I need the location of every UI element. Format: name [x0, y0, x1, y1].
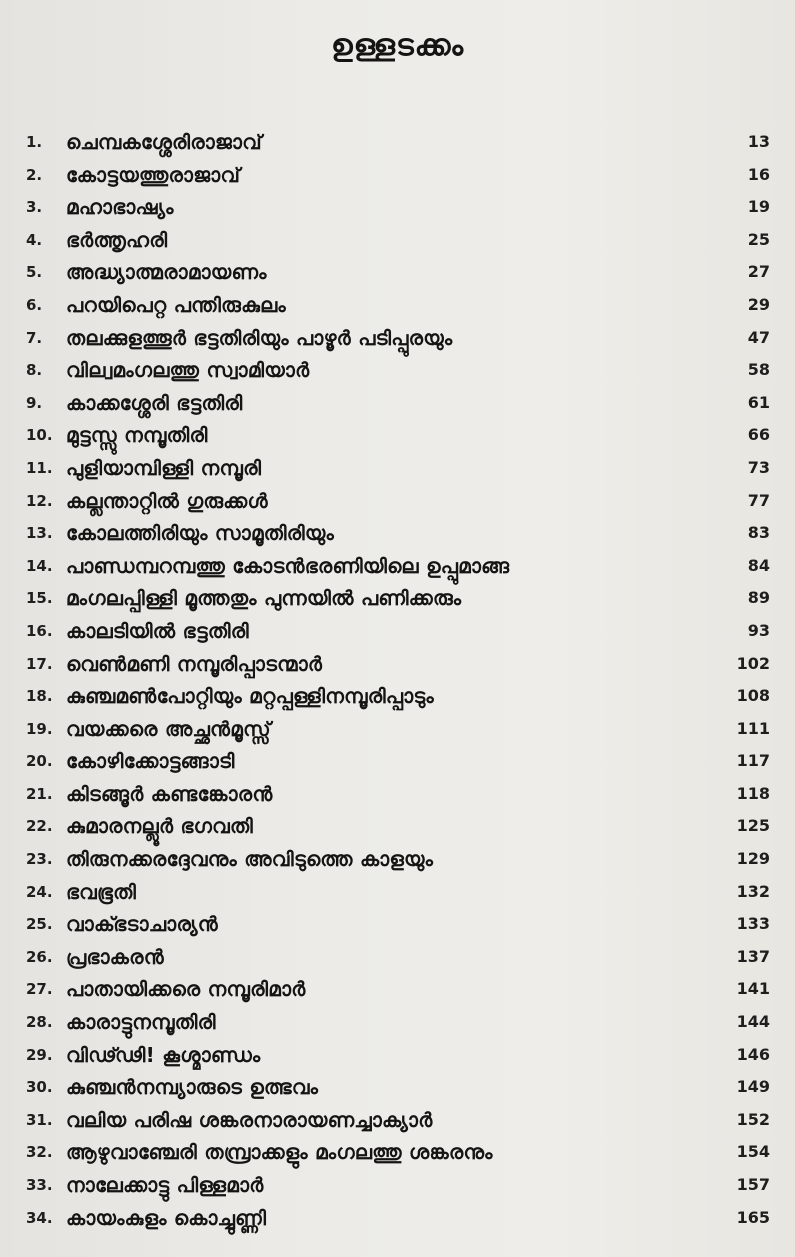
entry-page-number: 149	[736, 1077, 770, 1097]
entry-page-number: 125	[736, 816, 770, 836]
entry-title: മംഗലപ്പിള്ളി മൂത്തതും പുന്നയിൽ പണിക്കരും	[66, 586, 462, 611]
entry-title: കുഞ്ചൻനമ്പ്യാരുടെ ഉത്ഭവം	[66, 1075, 319, 1100]
entry-page-number: 165	[736, 1207, 770, 1227]
entry-page-number: 144	[736, 1012, 770, 1032]
entry-number: 27.	[26, 980, 53, 999]
toc-entry	[26, 876, 770, 909]
entry-page-number: 118	[736, 783, 770, 803]
toc-entry	[26, 680, 770, 713]
entry-title: തിരുനക്കരദ്ദേവനും അവിടുത്തെ കാളയും	[66, 847, 434, 872]
entry-page-number: 141	[736, 979, 770, 999]
table-of-contents	[26, 126, 770, 1234]
toc-entry	[26, 778, 770, 811]
toc-entry	[26, 1202, 770, 1235]
entry-title: പാതായിക്കരെ നമ്പൂരിമാർ	[66, 977, 306, 1002]
entry-number: 30.	[26, 1078, 53, 1097]
toc-entry	[26, 1006, 770, 1039]
entry-title: കുമാരനല്ലൂർ ഭഗവതി	[66, 814, 253, 839]
toc-entry	[26, 256, 770, 289]
entry-number: 19.	[26, 719, 53, 738]
entry-number: 7.	[26, 328, 43, 347]
entry-number: 33.	[26, 1176, 53, 1194]
entry-number: 6.	[26, 295, 43, 314]
entry-title: കോലത്തിരിയും സാമൂതിരിയും	[66, 521, 335, 546]
entry-number: 23.	[26, 850, 53, 869]
toc-entry	[26, 1169, 770, 1202]
entry-number: 32.	[26, 1143, 53, 1162]
entry-page-number: 157	[736, 1175, 770, 1194]
entry-title: പ്രഭാകരൻ	[66, 944, 164, 969]
entry-page-number: 146	[736, 1044, 770, 1064]
toc-entry	[26, 191, 770, 224]
toc-entry	[26, 1071, 770, 1104]
entry-page-number: 19	[747, 197, 770, 217]
entry-title: മുട്ടസ്സു നമ്പൂതിരി	[66, 423, 208, 448]
entry-number: 16.	[26, 621, 53, 640]
entry-page-number: 152	[736, 1109, 770, 1129]
entry-number: 4.	[26, 230, 43, 249]
entry-number: 18.	[26, 687, 53, 706]
entry-number: 24.	[26, 882, 53, 901]
entry-title: പുളിയാമ്പിള്ളി നമ്പൂരി	[66, 455, 262, 480]
entry-page-number: 25	[747, 229, 770, 249]
entry-title: കോഴിക്കോട്ടങ്ങാടി	[66, 749, 235, 774]
entry-page-number: 117	[736, 751, 770, 771]
entry-number: 3.	[26, 198, 43, 217]
entry-title: നാലേക്കാട്ടു പിള്ളമാർ	[66, 1173, 264, 1197]
entry-number: 25.	[26, 915, 53, 934]
entry-title: പാണ്ഡമ്പറമ്പത്തു കോടൻഭരണിയിലെ ഉപ്പുമാങ്ങ	[66, 553, 510, 578]
toc-entry	[26, 452, 770, 485]
toc-entry	[26, 289, 770, 322]
entry-title: കുഞ്ചമൺപോറ്റിയും മറ്റപ്പള്ളിനമ്പൂരിപ്പാടും	[66, 684, 434, 709]
toc-entry	[26, 354, 770, 387]
entry-page-number: 102	[736, 653, 770, 673]
toc-entry	[26, 322, 770, 355]
entry-page-number: 66	[747, 425, 770, 445]
toc-entry	[26, 908, 770, 941]
entry-page-number: 13	[747, 132, 770, 151]
entry-title: കായംകുളം കൊച്ചുണ്ണി	[66, 1205, 267, 1230]
entry-title: കല്ലന്താറ്റിൽ ഗുരുക്കൾ	[66, 488, 268, 513]
toc-entry	[26, 159, 770, 192]
toc-entry	[26, 126, 770, 159]
entry-title: ചെമ്പകശ്ശേരിരാജാവ്	[66, 130, 262, 154]
entry-number: 9.	[26, 393, 43, 412]
entry-page-number: 77	[747, 490, 770, 510]
toc-entry	[26, 387, 770, 420]
entry-number: 31.	[26, 1110, 53, 1129]
entry-page-number: 73	[747, 457, 770, 477]
toc-entry	[26, 941, 770, 974]
entry-number: 11.	[26, 458, 53, 477]
entry-number: 17.	[26, 654, 53, 673]
entry-number: 13.	[26, 524, 53, 543]
entry-title: വില്വമംഗലത്തു സ്വാമിയാർ	[66, 358, 310, 383]
entry-number: 12.	[26, 491, 53, 510]
entry-page-number: 16	[747, 164, 770, 184]
toc-entry	[26, 1039, 770, 1072]
entry-number: 22.	[26, 817, 53, 836]
entry-number: 29.	[26, 1045, 53, 1064]
entry-number: 1.	[26, 133, 43, 151]
entry-number: 20.	[26, 752, 53, 771]
entry-title: തലക്കുളത്തൂർ ഭട്ടതിരിയും പാഴൂർ പടിപ്പുരയും	[66, 325, 453, 350]
entry-title: വിഢ്ഢി! കൂശ്മാണ്ഡം	[66, 1042, 261, 1067]
toc-entry	[26, 745, 770, 778]
entry-page-number: 93	[747, 620, 770, 640]
toc-entry	[26, 973, 770, 1006]
entry-title: കോട്ടയത്തുരാജാവ്	[66, 162, 241, 187]
entry-title: ആഴുവാഞ്ചേരി തമ്പ്രാക്കളും മംഗലത്തു ശങ്കരനും	[66, 1140, 493, 1165]
entry-number: 14.	[26, 556, 53, 575]
entry-number: 8.	[26, 361, 43, 380]
entry-number: 15.	[26, 589, 53, 608]
toc-entry	[26, 517, 770, 550]
entry-title: വെൺമണി നമ്പൂരിപ്പാടന്മാർ	[66, 651, 323, 676]
entry-page-number: 129	[736, 849, 770, 869]
entry-title: വലിയ പരിഷ ശങ്കരനാരായണച്ചാക്യാർ	[66, 1107, 433, 1132]
toc-entry	[26, 224, 770, 257]
entry-title: വാക്ഭടാചാര്യൻ	[66, 912, 218, 937]
entry-title: വയക്കരെ അച്ഛൻമൂസ്സ്	[66, 716, 271, 741]
entry-title: അദ്ധ്യാത്മരാമായണം	[66, 260, 267, 285]
entry-number: 21.	[26, 784, 53, 803]
entry-title: കാക്കശ്ശേരി ഭട്ടതിരി	[66, 390, 243, 415]
toc-entry	[26, 810, 770, 843]
entry-page-number: 89	[747, 588, 770, 608]
entry-page-number: 154	[736, 1142, 770, 1162]
entry-page-number: 132	[736, 881, 770, 901]
entry-page-number: 58	[747, 360, 770, 380]
entry-number: 26.	[26, 947, 53, 966]
entry-title: ഭർത്തൃഹരി	[66, 227, 168, 252]
toc-entry	[26, 843, 770, 876]
toc-entry	[26, 550, 770, 583]
toc-entry	[26, 713, 770, 746]
entry-page-number: 84	[747, 555, 770, 575]
entry-page-number: 137	[736, 946, 770, 966]
toc-entry	[26, 1104, 770, 1137]
entry-page-number: 111	[736, 718, 770, 738]
toc-entry	[26, 1136, 770, 1169]
toc-entry	[26, 485, 770, 518]
entry-page-number: 83	[747, 523, 770, 543]
entry-title: ഭവഭൂതി	[66, 879, 137, 904]
entry-title: മഹാഭാഷ്യം	[66, 195, 174, 220]
entry-number: 10.	[26, 426, 53, 445]
entry-page-number: 108	[736, 686, 770, 706]
entry-page-number: 27	[747, 262, 770, 282]
entry-title: കാലടിയിൽ ഭട്ടതിരി	[66, 618, 249, 643]
entry-page-number: 47	[747, 327, 770, 347]
entry-number: 5.	[26, 263, 43, 282]
entry-number: 2.	[26, 165, 43, 184]
page-title: ഉള്ളടക്കം	[330, 28, 465, 63]
toc-entry	[26, 582, 770, 615]
entry-title: പറയിപെറ്റ പന്തിരുകുലം	[66, 292, 286, 317]
entry-title: കിടങ്ങൂർ കണ്ടങ്കോരൻ	[66, 781, 273, 806]
entry-number: 28.	[26, 1013, 53, 1032]
toc-entry	[26, 419, 770, 452]
toc-entry	[26, 615, 770, 648]
entry-page-number: 29	[747, 294, 770, 314]
entry-page-number: 61	[747, 392, 770, 412]
entry-page-number: 133	[736, 914, 770, 934]
entry-title: കാരാട്ടുനമ്പൂതിരി	[66, 1010, 216, 1035]
entry-number: 34.	[26, 1208, 53, 1227]
toc-entry	[26, 648, 770, 681]
